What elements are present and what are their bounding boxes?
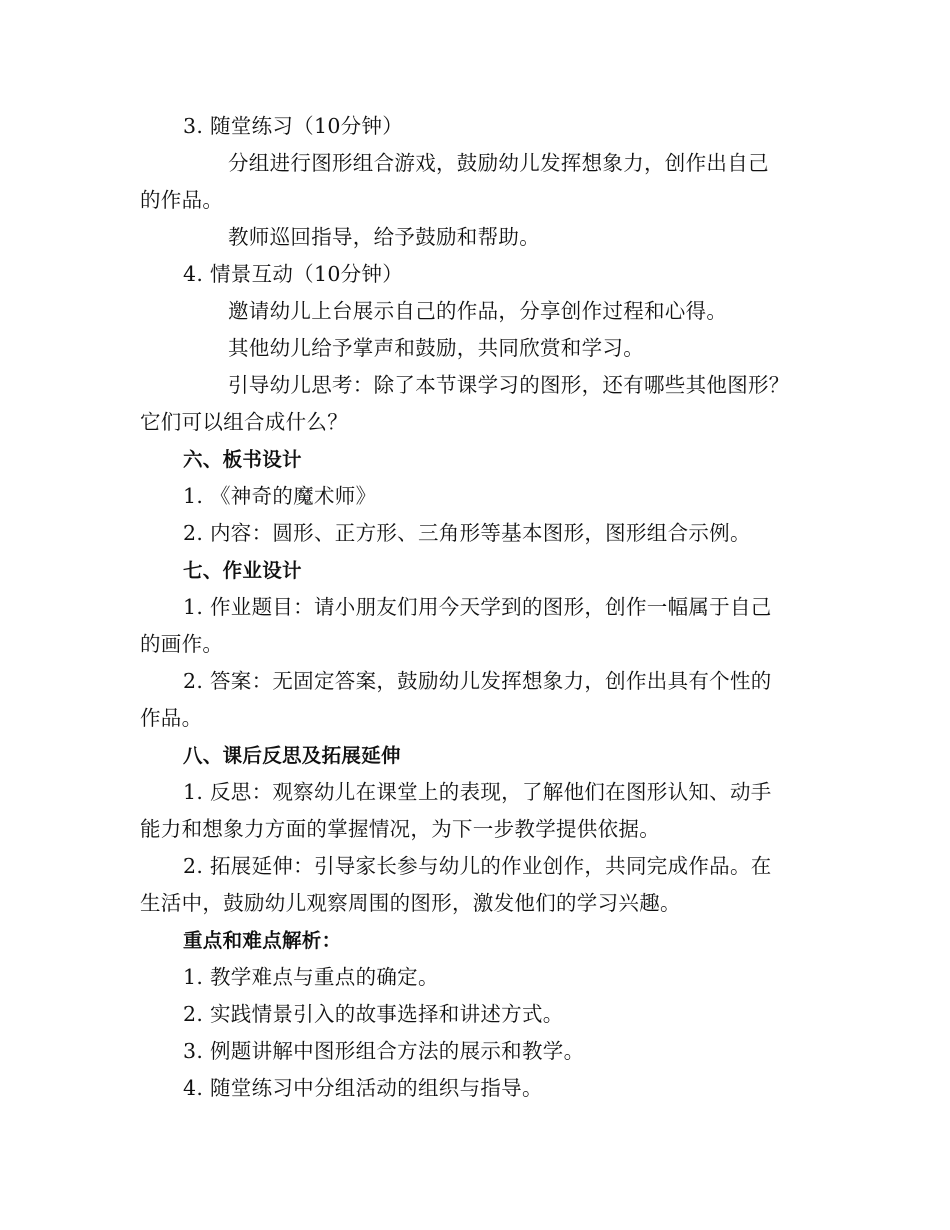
list-item: 2. 拓展延伸：引导家长参与幼儿的作业创作，共同完成作品。在 — [183, 854, 772, 878]
list-item: 2. 实践情景引入的故事选择和讲述方式。 — [183, 1002, 564, 1026]
list-item: 4. 情景互动（10分钟） — [183, 262, 404, 286]
list-item: 2. 答案：无固定答案，鼓励幼儿发挥想象力，创作出具有个性的 — [183, 669, 772, 693]
paragraph-line: 能力和想象力方面的掌握情况，为下一步教学提供依据。 — [140, 817, 660, 841]
section-heading: 重点和难点解析： — [183, 929, 342, 952]
list-item: 2. 内容：圆形、正方形、三角形等基本图形，图形组合示例。 — [183, 521, 751, 545]
section-heading: 八、课后反思及拓展延伸 — [183, 744, 401, 767]
paragraph-line: 邀请幼儿上台展示自己的作品，分享创作过程和心得。 — [228, 299, 728, 323]
section-heading: 七、作业设计 — [183, 559, 302, 582]
paragraph-line: 其他幼儿给予掌声和鼓励，共同欣赏和学习。 — [228, 336, 644, 360]
list-item: 1. 教学难点与重点的确定。 — [183, 965, 439, 989]
section-heading: 六、板书设计 — [183, 448, 302, 471]
paragraph-line: 的作品。 — [140, 188, 224, 212]
paragraph-line: 分组进行图形组合游戏，鼓励幼儿发挥想象力，创作出自己 — [228, 151, 769, 175]
list-item: 1. 《神奇的魔术师》 — [183, 484, 377, 508]
paragraph-line: 教师巡回指导，给予鼓励和帮助。 — [228, 225, 540, 249]
list-item: 1. 作业题目：请小朋友们用今天学到的图形，创作一幅属于自己 — [183, 595, 772, 619]
paragraph-line: 它们可以组合成什么？ — [140, 410, 348, 434]
paragraph-line: 引导幼儿思考：除了本节课学习的图形，还有哪些其他图形？ — [228, 373, 790, 397]
list-item: 1. 反思：观察幼儿在课堂上的表现，了解他们在图形认知、动手 — [183, 780, 772, 804]
list-item: 3. 例题讲解中图形组合方法的展示和教学。 — [183, 1039, 585, 1063]
list-item: 4. 随堂练习中分组活动的组织与指导。 — [183, 1076, 543, 1100]
paragraph-line: 生活中，鼓励幼儿观察周围的图形，激发他们的学习兴趣。 — [140, 891, 681, 915]
paragraph-line: 的画作。 — [140, 632, 224, 656]
paragraph-line: 作品。 — [140, 706, 203, 730]
list-item: 3. 随堂练习（10分钟） — [183, 114, 404, 138]
